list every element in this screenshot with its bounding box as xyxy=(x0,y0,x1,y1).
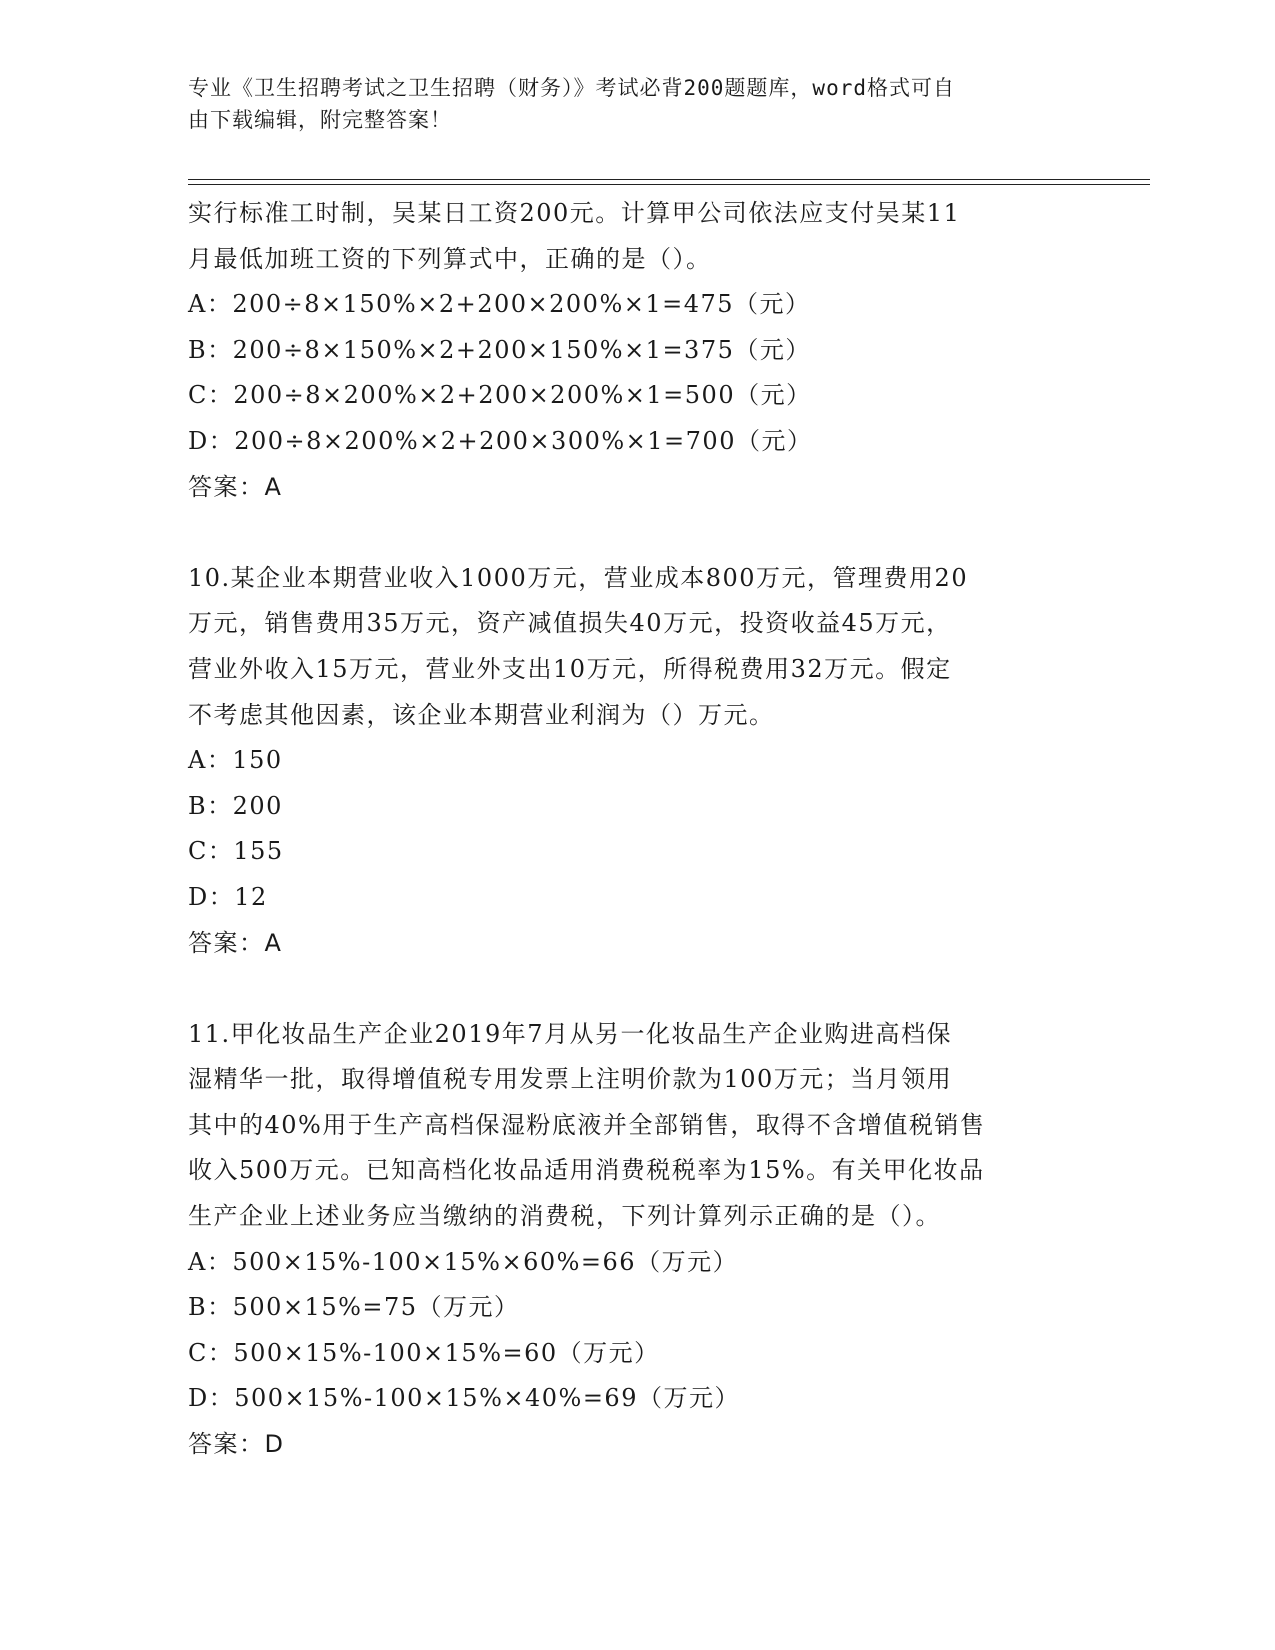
question-stem-line: 万元，销售费用35万元，资产减值损失40万元，投资收益45万元， xyxy=(188,609,952,638)
option-b: B：200÷8×150%×2+200×150%×1=375（元） xyxy=(188,335,811,364)
header-title-line-1: 专业《卫生招聘考试之卫生招聘（财务）》考试必背200题题库，word格式可自 xyxy=(188,76,955,100)
option-a: A：150 xyxy=(188,746,283,775)
question-stem-line: 11.甲化妆品生产企业2019年7月从另一化妆品生产企业购进高档保 xyxy=(188,1019,953,1048)
question-11 xyxy=(188,1012,1088,1468)
option-d: D：200÷8×200%×2+200×300%×1=700（元） xyxy=(188,426,813,455)
question-stem-line: 生产企业上述业务应当缴纳的消费税，下列计算列示正确的是（）。 xyxy=(188,1202,941,1231)
question-stem-line: 收入500万元。已知高档化妆品适用消费税税率为15%。有关甲化妆品 xyxy=(188,1156,985,1185)
option-b: B：200 xyxy=(188,791,283,820)
question-9 xyxy=(188,191,1088,510)
option-d: D：500×15%-100×15%×40%=69（万元） xyxy=(188,1384,740,1413)
option-a: A：500×15%-100×15%×60%=66（万元） xyxy=(188,1247,739,1276)
header-title-line-2: 由下载编辑，附完整答案！ xyxy=(188,108,452,132)
spacer xyxy=(188,966,1088,1012)
question-10 xyxy=(188,556,1088,966)
header-rule-bottom xyxy=(188,184,1150,185)
option-c: C：500×15%-100×15%=60（万元） xyxy=(188,1338,660,1367)
option-a: A：200÷8×150%×2+200×200%×1=475（元） xyxy=(188,290,811,319)
question-stem-line: 实行标准工时制，吴某日工资200元。计算甲公司依法应支付吴某11 xyxy=(188,199,961,227)
question-stem-line: 湿精华一批，取得增值税专用发票上注明价款为100万元；当月领用 xyxy=(188,1065,953,1094)
option-c: C：155 xyxy=(188,837,284,866)
spacer xyxy=(188,510,1088,556)
question-stem-line: 10.某企业本期营业收入1000万元，营业成本800万元，管理费用20 xyxy=(188,563,969,592)
option-b: B：500×15%=75（万元） xyxy=(188,1293,520,1322)
header-rule-top xyxy=(188,179,1150,180)
answer-label: 答案：D xyxy=(188,1430,285,1459)
document-body xyxy=(188,191,1088,1468)
answer-label: 答案：A xyxy=(188,928,283,957)
answer-label: 答案：A xyxy=(188,472,283,501)
question-stem-line: 营业外收入15万元，营业外支出10万元，所得税费用32万元。假定 xyxy=(188,654,952,683)
question-stem-line: 月最低加班工资的下列算式中，正确的是（）。 xyxy=(188,244,712,273)
option-c: C：200÷8×200%×2+200×200%×1=500（元） xyxy=(188,381,812,410)
question-stem-line: 不考虑其他因素，该企业本期营业利润为（）万元。 xyxy=(188,700,775,729)
page-header xyxy=(188,72,1088,136)
question-stem-line: 其中的40%用于生产高档保湿粉底液并全部销售，取得不含增值税销售 xyxy=(188,1110,986,1139)
option-d: D：12 xyxy=(188,882,268,911)
